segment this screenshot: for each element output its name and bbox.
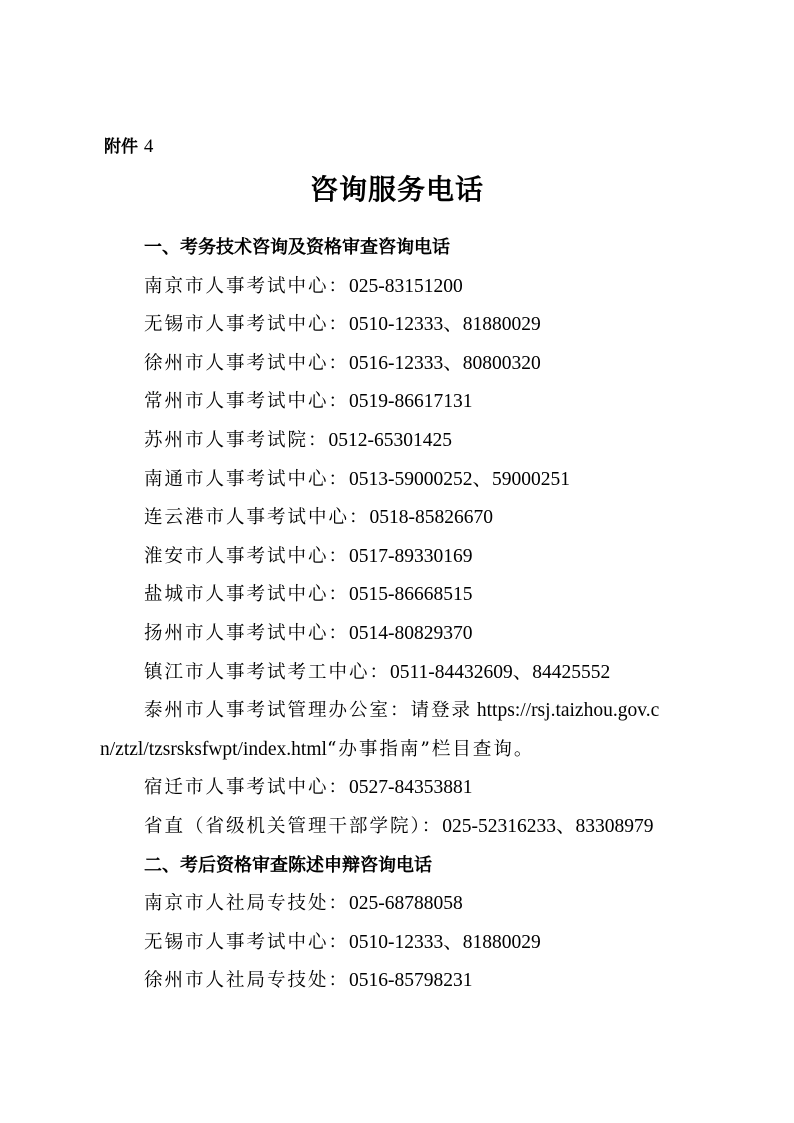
contact-phone: 0516-85798231 — [349, 970, 473, 992]
contact-line — [0, 808, 794, 847]
contact-phone: 0511-84432609、84425552 — [390, 661, 611, 683]
contact-org: 常州市人事考试中心： — [144, 391, 350, 413]
contact-org: 徐州市人社局专技处： — [144, 970, 350, 992]
contact-org: 省直（省级机关管理干部学院）： — [144, 815, 443, 837]
contact-line — [0, 383, 794, 422]
contact-line — [0, 654, 794, 693]
contact-phone: 0516-12333、80800320 — [349, 352, 541, 374]
contact-phone: 0517-89330169 — [349, 545, 473, 567]
contact-phone: 0518-85826670 — [369, 507, 494, 529]
contact-org: 无锡市人事考试中心： — [144, 931, 350, 953]
contact-phone: 025-68788058 — [349, 893, 463, 915]
contact-org: 连云港市人事考试中心： — [144, 507, 370, 529]
contact-phone: 0513-59000252、59000251 — [349, 468, 571, 490]
contact-org: 南京市人社局专技处： — [144, 893, 350, 915]
contact-line — [0, 885, 794, 924]
contact-line — [0, 924, 794, 963]
contact-phone: 0515-86668515 — [349, 584, 473, 606]
contact-phone: 025-83151200 — [349, 275, 463, 297]
attachment-label — [104, 135, 153, 159]
contact-line — [0, 576, 794, 615]
attachment-text: 附件 — [104, 137, 138, 157]
contact-org: 无锡市人事考试中心： — [144, 314, 350, 336]
document-body — [0, 229, 794, 1001]
attachment-number: 4 — [143, 136, 154, 157]
contact-line — [0, 499, 794, 538]
contact-phone: 0527-84353881 — [349, 777, 473, 799]
contact-org: 苏州市人事考试院： — [144, 429, 329, 451]
section-heading-1: 一、考务技术咨询及资格审查咨询电话 — [144, 237, 450, 258]
contact-phone: 0512-65301425 — [328, 429, 453, 451]
taizhou-line-wrap — [0, 731, 794, 770]
contact-line — [0, 268, 794, 307]
taizhou-url-start[interactable]: https://rsj.taizhou.gov.c — [472, 700, 660, 722]
contact-org: 南通市人事考试中心： — [144, 468, 350, 490]
contact-org: 扬州市人事考试中心： — [144, 622, 350, 644]
contact-line — [0, 461, 794, 500]
contact-line — [0, 615, 794, 654]
contact-phone: 0514-80829370 — [349, 622, 473, 644]
contact-line — [0, 962, 794, 1001]
contact-org: 淮安市人事考试中心： — [144, 545, 350, 567]
contact-phone: 0519-86617131 — [349, 391, 473, 413]
taizhou-url-end[interactable]: n/ztzl/tzsrsksfwpt/index.html — [100, 738, 327, 760]
contact-phone: 0510-12333、81880029 — [349, 931, 541, 953]
contact-org: 南京市人事考试中心： — [144, 275, 350, 297]
contact-org: 泰州市人事考试管理办公室：请登录 — [144, 700, 473, 722]
contact-org: 镇江市人事考试考工中心： — [144, 661, 391, 683]
taizhou-note: “办事指南”栏目查询。 — [326, 738, 535, 760]
section-heading-2: 二、考后资格审查陈述申辩咨询电话 — [144, 854, 432, 876]
contact-phone: 025-52316233、83308979 — [442, 815, 654, 837]
contact-line — [0, 345, 794, 384]
contact-line — [0, 306, 794, 345]
page-title: 咨询服务电话 — [309, 173, 484, 206]
contact-line — [0, 422, 794, 461]
contact-org: 宿迁市人事考试中心： — [144, 777, 350, 799]
contact-line — [0, 538, 794, 577]
contact-org: 盐城市人事考试中心： — [144, 584, 350, 606]
contact-line — [0, 769, 794, 808]
contact-org: 徐州市人事考试中心： — [144, 352, 350, 374]
taizhou-line — [0, 692, 794, 731]
contact-phone: 0510-12333、81880029 — [349, 314, 541, 336]
